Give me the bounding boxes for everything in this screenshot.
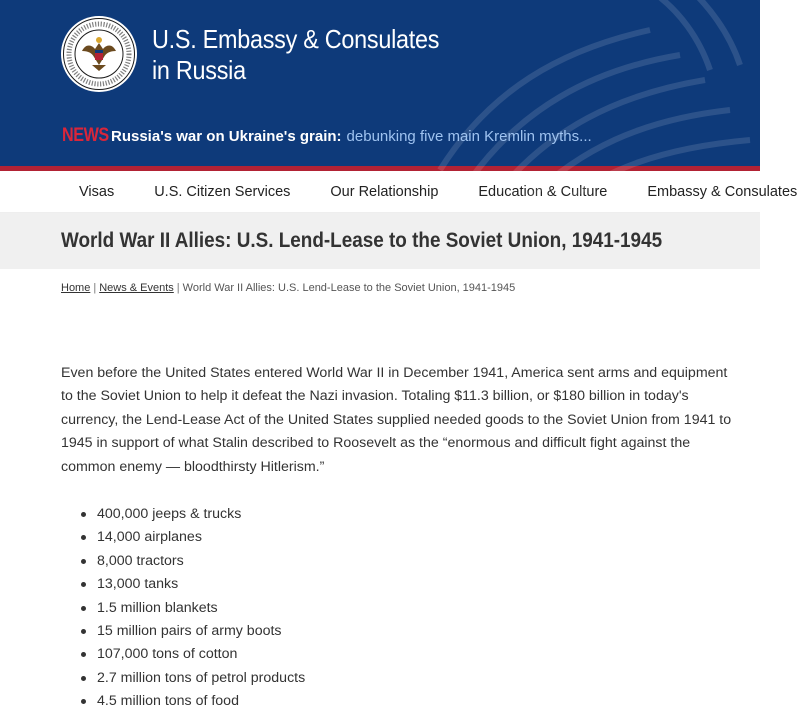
nav-item-visas[interactable]: Visas [79,183,115,200]
site-header [0,0,760,166]
breadcrumb [61,282,760,294]
eagle-watermark-icon [400,0,780,200]
list-item: 8,000 tractors [97,550,760,573]
breadcrumb-current: World War II Allies: U.S. Lend-Lease to the Soviet Union, 1941-1945 [182,282,516,294]
nav-item-education-culture[interactable]: Education & Culture [478,183,608,200]
list-item: 15 million pairs of army boots [97,620,760,643]
department-of-state-seal-icon[interactable] [60,15,138,93]
page-title-band [0,213,760,269]
site-title[interactable] [152,24,439,86]
list-item: 107,000 tons of cotton [97,643,760,666]
article-intro-paragraph: Even before the United States entered World War II in December 1941, America sent arms and equipment to the Soviet Union to help it defeat the Nazi invasion. Totaling $11.3 billion, or $180 billion in today's currency, the Lend-Lease Act of the United States supplied needed goods to the Soviet Union from 1941 to 1945 in support of what Stalin described to Roosevelt as the “enormous and difficult fight against the common enemy — bloodthirsty Hitlerism.” [61,365,732,475]
news-label: NEWS [62,125,109,146]
breadcrumb-separator: | [93,282,97,294]
list-item: 13,000 tanks [97,573,760,596]
nav-item-embassy-consulates[interactable]: Embassy & Consulates [647,183,797,200]
page-title: World War II Allies: U.S. Lend-Lease to the Soviet Union, 1941-1945 [61,229,663,252]
news-link[interactable]: debunking five main Kremlin myths... [346,128,592,145]
news-headline: Russia's war on Ukraine's grain: [111,128,342,145]
site-title-line1: U.S. Embassy & Consulates [152,24,440,54]
nav-item-our-relationship[interactable]: Our Relationship [330,183,439,200]
list-item: 14,000 airplanes [97,526,760,549]
breadcrumb-news-events-link[interactable]: News & Events [99,282,174,294]
list-item: 2.7 million tons of petrol products [97,667,760,690]
news-ticker [62,125,592,147]
list-item: 1.5 million blankets [97,597,760,620]
lend-lease-facts-list [97,503,760,714]
breadcrumb-separator: | [176,282,180,294]
site-title-line2: in Russia [152,55,246,85]
breadcrumb-home-link[interactable]: Home [61,282,91,294]
nav-item-citizen-services[interactable]: U.S. Citizen Services [154,183,291,200]
list-item: 400,000 jeeps & trucks [97,503,760,526]
list-item: 4.5 million tons of food [97,690,760,713]
